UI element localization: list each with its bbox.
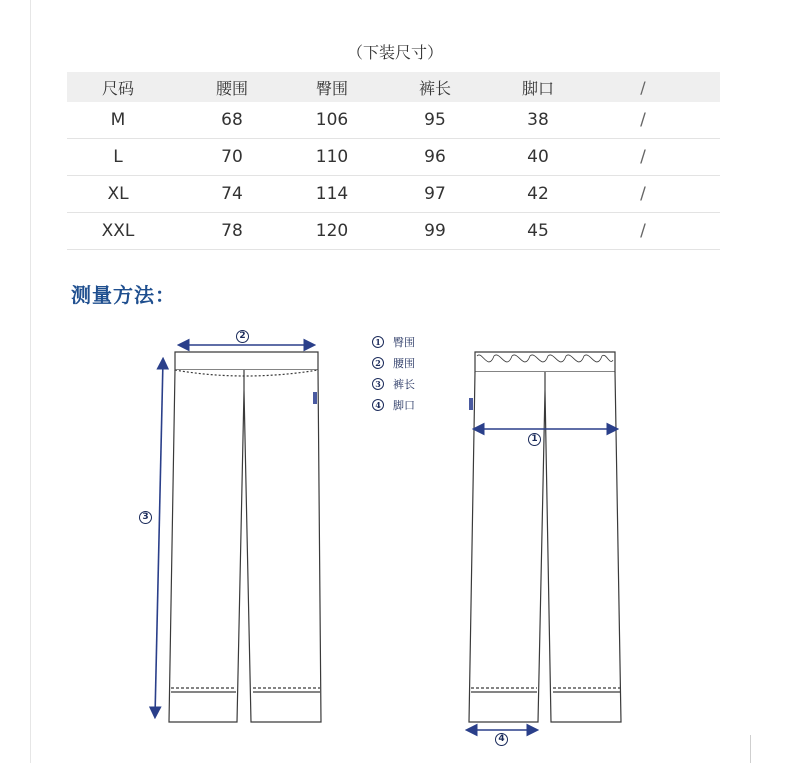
cell-size: L (113, 147, 123, 167)
header-extra: / (640, 77, 646, 97)
cell-waist: 78 (221, 221, 243, 241)
cell-hip: 106 (315, 110, 349, 130)
cell-extra: / (640, 221, 646, 241)
header-hem: 脚口 (521, 78, 554, 98)
cell-length: 95 (424, 110, 446, 130)
cell-length: 99 (424, 221, 446, 241)
cell-waist: 74 (221, 184, 243, 204)
cell-size: XL (107, 184, 129, 204)
legend-item (372, 331, 415, 352)
cell-hem: 45 (527, 221, 549, 241)
back-pants (469, 352, 621, 722)
cell-extra: / (640, 147, 646, 167)
legend-label: 脚口 (393, 398, 415, 412)
marker-waist: 2 (236, 330, 249, 343)
table-title: （下装尺寸） (346, 43, 443, 62)
cell-waist: 68 (221, 110, 243, 130)
cell-hem: 42 (527, 184, 549, 204)
legend-number: 3 (372, 378, 384, 390)
header-length: 裤长 (418, 78, 451, 98)
header-hip: 臀围 (315, 78, 348, 98)
cell-length: 96 (424, 147, 446, 167)
cell-hem: 38 (527, 110, 549, 130)
legend-number: 1 (372, 336, 384, 348)
measure-legend (372, 331, 415, 415)
legend-number: 4 (372, 399, 384, 411)
cell-length: 97 (424, 184, 446, 204)
legend-item (372, 394, 415, 415)
legend-label: 腰围 (393, 356, 415, 370)
cell-hip: 120 (315, 221, 349, 241)
legend-label: 裤长 (393, 377, 415, 391)
legend-item (372, 373, 415, 394)
marker-hip: 1 (528, 433, 541, 446)
cell-hip: 110 (315, 147, 349, 167)
cell-size: M (110, 110, 126, 130)
header-size: 尺码 (101, 78, 134, 98)
cell-waist: 70 (221, 147, 243, 167)
legend-label: 臀围 (393, 335, 415, 349)
cell-extra: / (640, 184, 646, 204)
marker-hem: 4 (495, 733, 508, 746)
measure-title: 测量方法： (71, 283, 176, 307)
front-pants (169, 352, 321, 722)
cell-size: XXL (101, 221, 135, 241)
marker-length: 3 (139, 511, 152, 524)
cell-hip: 114 (315, 184, 349, 204)
header-waist: 腰围 (215, 78, 248, 98)
legend-item (372, 352, 415, 373)
legend-number: 2 (372, 357, 384, 369)
cell-hem: 40 (527, 147, 549, 167)
cell-extra: / (640, 110, 646, 130)
